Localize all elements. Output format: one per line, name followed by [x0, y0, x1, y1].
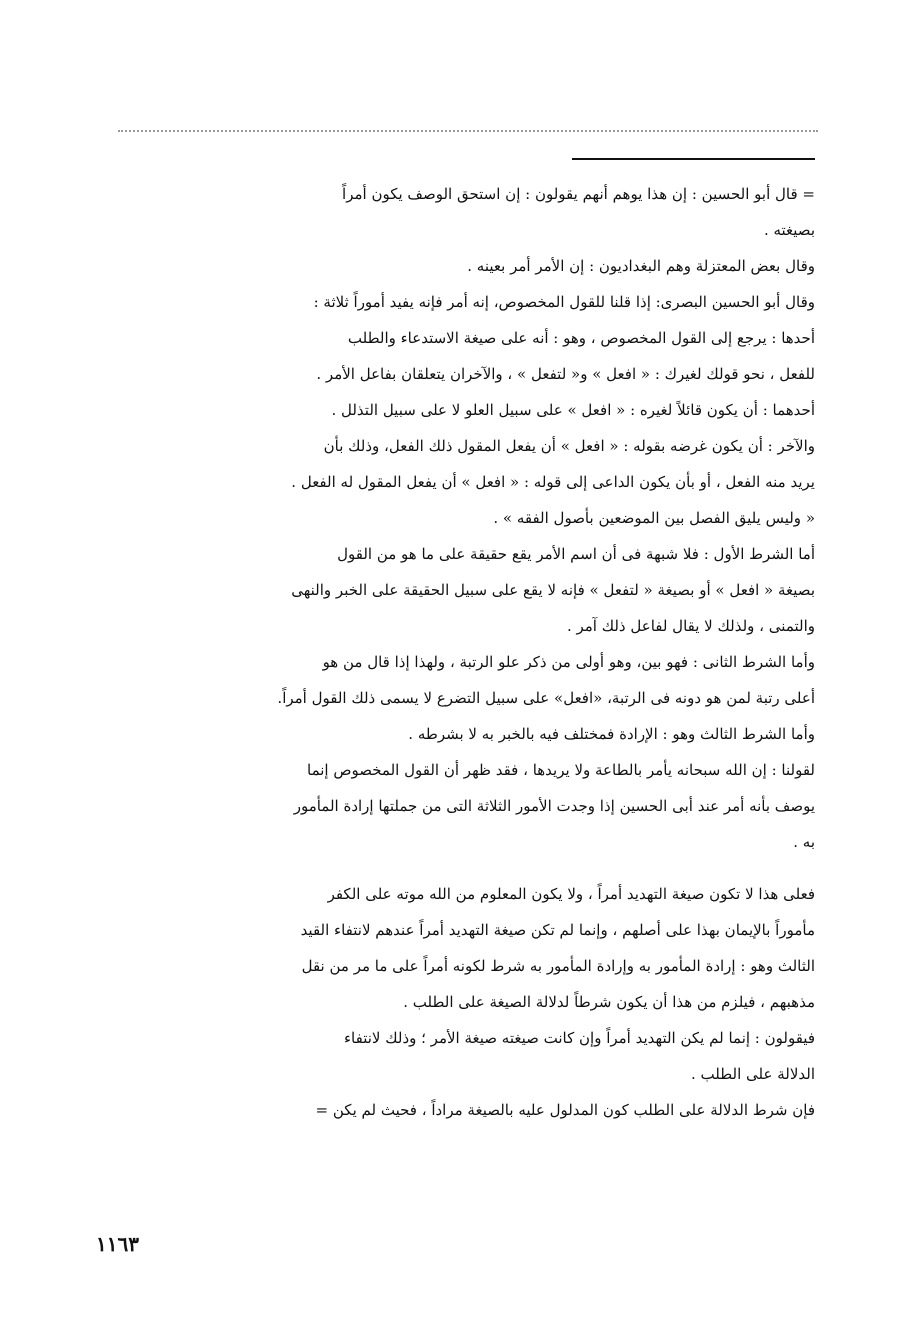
- text-line: وأما الشرط الثالث وهو : الإرادة فمختلف فيه بالخبر به لا بشرطه .: [408, 725, 815, 743]
- dotted-separator: [118, 110, 818, 132]
- text-line: للفعل ، نحو قولك لغيرك : « افعل » و« لتفعل » ، والآخران يتعلقان بفاعل الأمر .: [316, 365, 815, 383]
- text-line: يريد منه الفعل ، أو بأن يكون الداعى إلى قوله : « افعل » أن يفعل المقول له الفعل .: [291, 473, 815, 491]
- text-line: وقال بعض المعتزلة وهم البغداديون : إن الأمر أمر بعينه .: [467, 257, 815, 275]
- page-number: ١١٦٣: [96, 1232, 139, 1256]
- text-line: فعلى هذا لا تكون صيغة التهديد أمراً ، ولا يكون المعلوم من الله موته على الكفر: [327, 885, 815, 903]
- text-line: لقولنا : إن الله سبحانه يأمر بالطاعة ولا يريدها ، فقد ظهر أن القول المخصوص إنما: [307, 761, 815, 779]
- text-line: الثالث وهو : إرادة المأمور به وإرادة المأمور به شرط لكونه أمراً على ما مر من نقل: [301, 957, 815, 975]
- text-line: بصيغته .: [763, 221, 815, 239]
- text-line: مذهبهم ، فيلزم من هذا أن يكون شرطاً لدلالة الصيغة على الطلب .: [403, 993, 815, 1011]
- text-line: أعلى رتبة لمن هو دونه فى الرتبة، «افعل» على سبيل التضرع لا يسمى ذلك القول أمراً.: [277, 689, 815, 707]
- text-line: والتمنى ، ولذلك لا يقال لفاعل ذلك آمر .: [566, 617, 815, 635]
- footnote-body: [100, 176, 815, 1128]
- text-line: يوصف بأنه أمر عند أبى الحسين إذا وجدت الأمور الثلاثة التى من جملتها إرادة المأمور: [293, 797, 815, 815]
- text-line: أحدها : يرجع إلى القول المخصوص ، وهو : أنه على صيغة الاستدعاء والطلب: [347, 329, 815, 347]
- text-line: به .: [793, 833, 815, 851]
- text-line: وأما الشرط الثانى : فهو بين، وهو أولى من ذكر علو الرتبة ، ولهذا إذا قال من هو: [322, 653, 815, 671]
- text-line: بصيغة « افعل » أو بصيغة « لتفعل » فإنه لا يقع على سبيل الحقيقة على الخبر والنهى: [291, 581, 815, 599]
- text-line: فإن شرط الدلالة على الطلب كون المدلول عليه بالصيغة مراداً ، فحيث لم يكن =: [315, 1101, 815, 1119]
- text-line: مأموراً بالإيمان بهذا على أصلهم ، وإنما لم تكن صيغة التهديد أمراً عندهم لانتفاء القيد: [300, 921, 815, 939]
- text-line: = قال أبو الحسين : إن هذا يوهم أنهم يقولون : إن استحق الوصف يكون أمراً: [342, 185, 815, 203]
- text-line: وقال أبو الحسين البصرى: إذا قلنا للقول المخصوص، إنه أمر فإنه يفيد أموراً ثلاثة :: [313, 293, 815, 311]
- text-line: « وليس يليق الفصل بين الموضعين بأصول الفقه » .: [493, 509, 815, 527]
- footnote-rule: [572, 158, 815, 160]
- text-line: الدلالة على الطلب .: [690, 1065, 815, 1083]
- text-line: والآخر : أن يكون غرضه بقوله : « افعل » أن يفعل المقول ذلك الفعل، وذلك بأن: [323, 437, 815, 455]
- text-line: فيقولون : إنما لم يكن التهديد أمراً وإن كانت صيغته صيغة الأمر ؛ وذلك لانتفاء: [344, 1029, 815, 1047]
- text-line: أحدهما : أن يكون قائلاً لغيره : « افعل » على سبيل العلو لا على سبيل التذلل .: [331, 401, 815, 419]
- text-line: أما الشرط الأول : فلا شبهة فى أن اسم الأمر يقع حقيقة على ما هو من القول: [337, 545, 815, 563]
